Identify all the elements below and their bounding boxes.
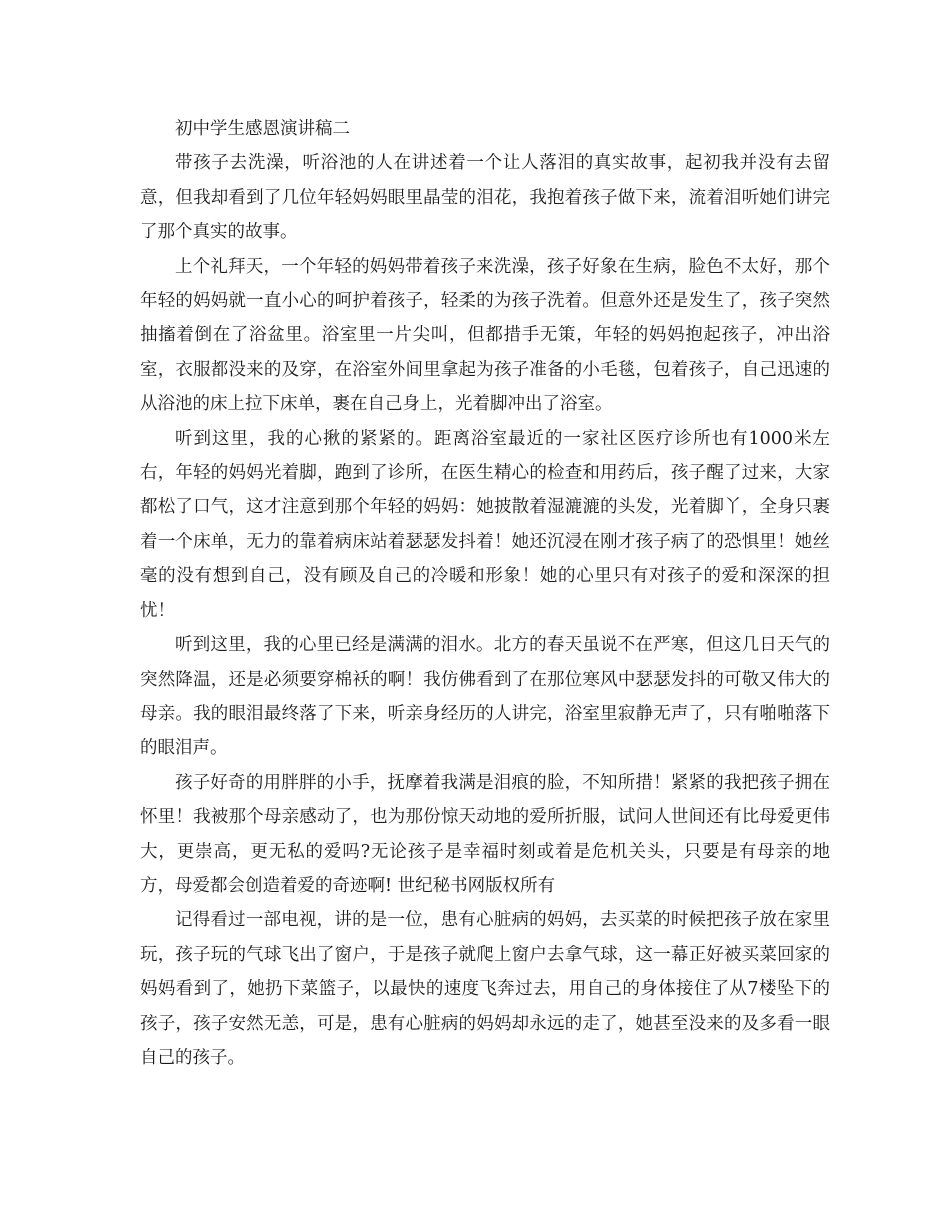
paragraph-2: 上个礼拜天，一个年轻的妈妈带着孩子来洗澡，孩子好象在生病，脸色不太好，那个年轻的妈妈就一直小心的呵护着孩子，轻柔的为孩子洗着。但意外还是发生了，孩子突然抽搐着倒在了浴盆里。浴室里一片尖叫，但都措手无策，年轻的妈妈抱起孩子，冲出浴室，衣服都没来的及穿，在浴室外间里拿起为孩子准备的小毛毯，包着孩子，自己迅速的从浴池的床上拉下床单，裹在自己身上，光着脚冲出了浴室。 — [140, 256, 830, 415]
document-title: 初中学生感恩演讲稿二 — [175, 119, 350, 139]
paragraph-3: 听到这里，我的心揪的紧紧的。距离浴室最近的一家社区医疗诊所也有1000米左右，年轻的妈妈光着脚，跑到了诊所，在医生精心的检查和用药后，孩子醒了过来，大家都松了口气，这才注意到那个年轻的妈妈：她披散着湿漉漉的头发，光着脚丫，全身只裹着一个床单，无力的靠着病床站着瑟瑟发抖着！她还沉浸在刚才孩子病了的恐惧里！她丝毫的没有想到自己，没有顾及自己的冷暖和形象！她的心里只有对孩子的爱和深深的担忧！ — [140, 428, 830, 621]
paragraph-6: 记得看过一部电视，讲的是一位，患有心脏病的妈妈，去买菜的时候把孩子放在家里玩，孩子玩的气球飞出了窗户，于是孩子就爬上窗户去拿气球，这一幕正好被买菜回家的妈妈看到了，她扔下菜篮子，以最快的速度飞奔过去，用自己的身体接住了从7楼坠下的孩子，孩子安然无恙，可是，患有心脏病的妈妈却永远的走了，她甚至没来的及多看一眼自己的孩子。 — [140, 910, 830, 1068]
paragraph-4: 听到这里，我的心里已经是满满的泪水。北方的春天虽说不在严寒，但这几日天气的突然降温，还是必须要穿棉袄的啊！我仿佛看到了在那位寒风中瑟瑟发抖的可敬又伟大的母亲。我的眼泪最终落了下来，听亲身经历的人讲完，浴室里寂静无声了，只有啪啪落下的眼泪声。 — [140, 635, 830, 759]
paragraph-1: 带孩子去洗澡，听浴池的人在讲述着一个让人落泪的真实故事，起初我并没有去留意，但我却看到了几位年轻妈妈眼里晶莹的泪花，我抱着孩子做下来，流着泪听她们讲完了那个真实的故事。 — [140, 153, 830, 243]
document-page — [140, 112, 830, 1075]
paragraph-5: 孩子好奇的用胖胖的小手，抚摩着我满是泪痕的脸，不知所措！紧紧的我把孩子拥在怀里！我被那个母亲感动了，也为那份惊天动地的爱所折服，试问人世间还有比母爱更伟大，更崇高，更无私的爱吗?无论孩子是幸福时刻或着是危机关头，只要是有母亲的地方，母爱都会创造着爱的奇迹啊! 世纪秘书网版权所有 — [140, 772, 830, 896]
